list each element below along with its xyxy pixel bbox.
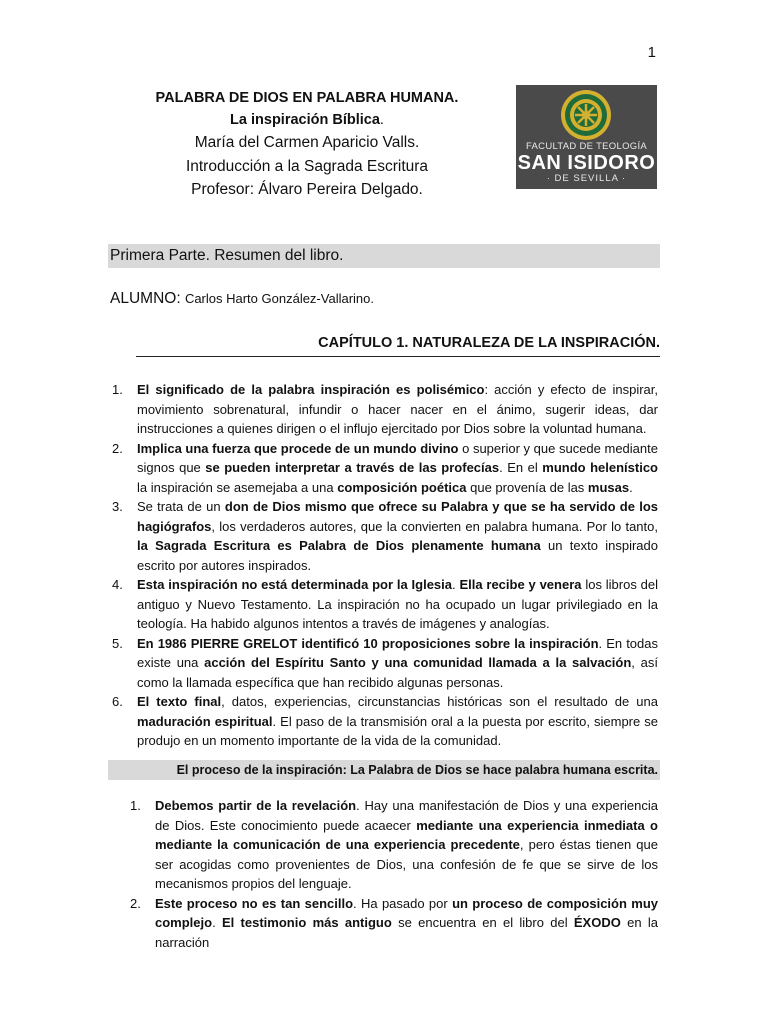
text-segment: . En el bbox=[499, 460, 543, 475]
list-item bbox=[112, 634, 658, 693]
text-segment: que provenía de las bbox=[466, 479, 588, 495]
document-subtitle bbox=[110, 109, 504, 131]
list-item bbox=[112, 575, 658, 634]
text-segment: se encuentra en el libro del bbox=[391, 915, 574, 930]
text-segment: , pero éstas tienen que ser acogidas como provenientes de Dios, una confesión de fe que se sirve de los mecanismos propios del lenguaje. bbox=[155, 837, 659, 891]
text-segment: . Hay una manifestación de Dios y una experiencia de Dios. Este conocimiento puede acaecer bbox=[155, 798, 658, 833]
list-item-number: 4. bbox=[112, 577, 123, 592]
text-segment: . bbox=[452, 577, 460, 592]
list-item-number: 6. bbox=[112, 694, 123, 709]
list-item-number: 1. bbox=[112, 382, 123, 397]
bold-text: ÉXODO bbox=[573, 915, 621, 930]
list-item-number: 1. bbox=[130, 798, 141, 813]
bold-text: acción del Espíritu Santo y una comunidad llamada a la salvación bbox=[204, 655, 632, 670]
text-segment: . El paso de la transmisión oral a la puesta por escrito, siempre se produjo en un momento importante de la vida de la comunidad. bbox=[137, 713, 658, 748]
text-segment: Se trata de un bbox=[137, 499, 225, 514]
page-number: 1 bbox=[647, 44, 656, 61]
logo-line-name: SAN ISIDORO bbox=[517, 152, 656, 174]
bold-text: se pueden interpretar a través de las profecías bbox=[205, 460, 500, 475]
list-item-number: 2. bbox=[112, 440, 123, 456]
list-item-text bbox=[137, 575, 658, 634]
subtitle-period: . bbox=[379, 112, 384, 128]
list-item-text bbox=[137, 380, 658, 439]
student-line bbox=[110, 289, 374, 309]
bold-text: composición poética bbox=[337, 479, 467, 495]
course-name: Introducción a la Sagrada Escritura bbox=[185, 157, 429, 175]
text-segment: , datos, experiencias, circunstancias históricas son el resultado de una bbox=[221, 694, 658, 709]
bold-text: Ella recibe y venera bbox=[459, 577, 582, 592]
bold-text: Implica una fuerza que procede de un mundo divino bbox=[137, 440, 459, 456]
bold-text: El texto final bbox=[137, 694, 222, 709]
bold-text: un proceso de composición muy complejo bbox=[155, 895, 658, 930]
subtitle-text: La inspiración Bíblica bbox=[230, 112, 380, 128]
list-item-text bbox=[137, 692, 658, 751]
section-title: Primera Parte. Resumen del libro. bbox=[108, 244, 660, 268]
bold-text: En 1986 PIERRE GRELOT identificó 10 proposiciones sobre la inspiración bbox=[137, 635, 599, 651]
list-item-text bbox=[137, 497, 658, 575]
bold-text: Esta inspiración no está determinada por la Iglesia bbox=[137, 577, 453, 592]
inspiration-points-list bbox=[112, 380, 658, 751]
document-title: PALABRA DE DIOS EN PALABRA HUMANA. bbox=[155, 90, 459, 106]
logo-line-faculty: FACULTAD DE TEOLOGÍA bbox=[525, 141, 648, 152]
professor-name: Profesor: Álvaro Pereira Delgado. bbox=[191, 181, 423, 198]
list-item-number: 2. bbox=[130, 895, 141, 911]
chapter-divider bbox=[136, 356, 660, 357]
bold-text: El testimonio más antiguo bbox=[221, 915, 392, 930]
bold-text: mundo helenístico bbox=[542, 460, 659, 475]
text-segment: , así como la llamada específica que han recibido algunas personas. bbox=[137, 655, 658, 690]
list-item bbox=[130, 796, 658, 894]
text-segment: . bbox=[212, 915, 222, 930]
document-header bbox=[110, 88, 504, 202]
process-steps-list bbox=[130, 796, 658, 952]
list-item-text bbox=[137, 439, 658, 498]
list-item-number: 3. bbox=[112, 499, 123, 514]
seal-icon bbox=[560, 89, 612, 141]
text-segment: . Ha pasado por bbox=[353, 895, 453, 911]
text-segment: en la narración bbox=[155, 915, 658, 950]
list-item-text bbox=[155, 894, 658, 953]
list-item bbox=[112, 692, 658, 751]
text-segment: un texto inspirado escrito por autores inspirados. bbox=[137, 538, 658, 573]
list-item bbox=[112, 497, 658, 575]
text-segment: . bbox=[629, 479, 633, 495]
faculty-logo bbox=[516, 85, 657, 189]
book-author: María del Carmen Aparicio Valls. bbox=[194, 134, 420, 151]
list-item bbox=[112, 439, 658, 498]
chapter-title: CAPÍTULO 1. NATURALEZA DE LA INSPIRACIÓN. bbox=[318, 335, 660, 351]
text-segment: , los verdaderos autores, que la convierten en palabra humana. Por lo tanto, bbox=[211, 518, 658, 534]
bold-text: don de Dios mismo que ofrece su Palabra y que se ha servido de los hagiógrafos bbox=[137, 499, 659, 534]
bold-text: Este proceso no es tan sencillo bbox=[155, 895, 354, 911]
student-label: ALUMNO: bbox=[110, 290, 181, 307]
text-segment: o superior y que sucede mediante signos que bbox=[137, 440, 658, 475]
process-heading: El proceso de la inspiración: La Palabra de Dios se hace palabra humana escrita. bbox=[108, 760, 660, 780]
logo-line-city: · DE SEVILLA · bbox=[546, 173, 627, 184]
bold-text: maduración espiritual bbox=[137, 713, 273, 729]
student-name: Carlos Harto González-Vallarino. bbox=[184, 291, 374, 306]
bold-text: Debemos partir de la revelación bbox=[155, 798, 357, 813]
list-item bbox=[130, 894, 658, 953]
bold-text: mediante una experiencia inmediata o mediante la comunicación de una experiencia precedente bbox=[155, 817, 658, 852]
bold-text: musas bbox=[587, 479, 630, 495]
text-segment: . En todas existe una bbox=[137, 635, 658, 670]
bold-text: la Sagrada Escritura es Palabra de Dios plenamente humana bbox=[137, 538, 541, 553]
text-segment: los libros del antiguo y Nuevo Testamento. La inspiración no ha ocupado un lugar privilegiado en la teología. Ha habido algunos intentos a través de imágenes y analogías. bbox=[137, 577, 658, 631]
list-item-text bbox=[137, 634, 658, 693]
bold-text: El significado de la palabra inspiración es polisémico bbox=[137, 382, 485, 397]
text-segment: la inspiración se asemejaba a una bbox=[137, 479, 338, 495]
list-item-text bbox=[155, 796, 658, 894]
list-item-number: 5. bbox=[112, 635, 123, 651]
list-item bbox=[112, 380, 658, 439]
text-segment: : acción y efecto de inspirar, movimiento sobrenatural, infundir o hacer nacer en el ánimo, sugerir ideas, dar instrucciones a quienes dirigen o el influjo ejercitado por Dios sobre la voluntad humana. bbox=[137, 382, 658, 436]
